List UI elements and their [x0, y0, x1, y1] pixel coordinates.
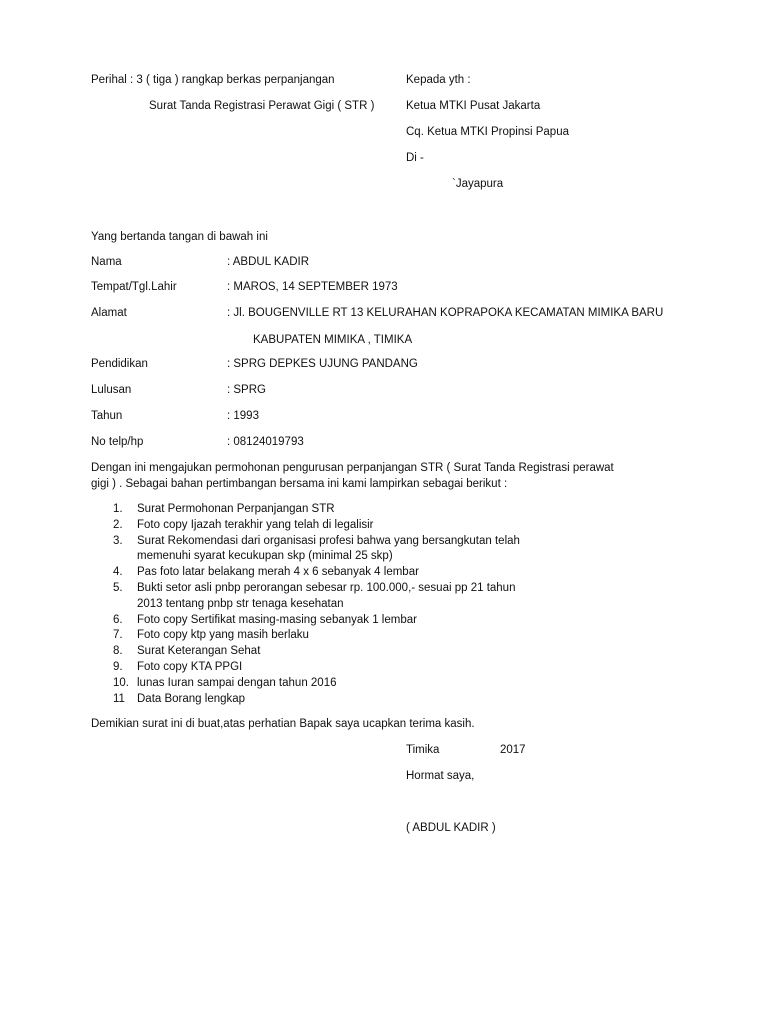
list-text: Foto copy KTA PPGI [137, 661, 243, 673]
list-number: 3. [113, 535, 123, 547]
list-number: 8. [113, 645, 123, 657]
list-text-continuation: 2013 tentang pnbp str tenaga kesehatan [137, 598, 344, 610]
ttl-value: : MAROS, 14 SEPTEMBER 1973 [227, 281, 398, 293]
lulusan-value: : SPRG [227, 384, 266, 396]
recipient-line-1: Ketua MTKI Pusat Jakarta [406, 100, 541, 112]
list-text: Foto copy ktp yang masih berlaku [137, 629, 309, 641]
tahun-label: Tahun [91, 410, 123, 422]
recipient-city: `Jayapura [452, 178, 504, 190]
list-text: Surat Permohonan Perpanjangan STR [137, 503, 335, 515]
list-number: 10. [113, 677, 129, 689]
intro-text: Yang bertanda tangan di bawah ini [91, 231, 268, 243]
pendidikan-value: : SPRG DEPKES UJUNG PANDANG [227, 358, 418, 370]
list-text: Foto copy Ijazah terakhir yang telah di legalisir [137, 519, 374, 531]
list-number: 7. [113, 629, 123, 641]
list-text: Data Borang lengkap [137, 693, 246, 705]
nama-value: : ABDUL KADIR [227, 256, 310, 268]
body-paragraph-line-1: Dengan ini mengajukan permohonan pengurusan perpanjangan STR ( Surat Tanda Registrasi perawat [91, 462, 614, 474]
perihal-line-1: Perihal : 3 ( tiga ) rangkap berkas perpanjangan [91, 74, 335, 86]
telp-value: : 08124019793 [227, 436, 304, 448]
recipient-line-2: Cq. Ketua MTKI Propinsi Papua [406, 126, 569, 138]
signature-regards: Hormat saya, [406, 770, 475, 782]
list-number: 11 [113, 693, 125, 705]
telp-label: No telp/hp [91, 436, 144, 448]
list-text: Foto copy Sertifikat masing-masing sebanyak 1 lembar [137, 614, 417, 626]
nama-label: Nama [91, 256, 122, 268]
pendidikan-label: Pendidikan [91, 358, 148, 370]
list-text: Bukti setor asli pnbp perorangan sebesar rp. 100.000,- sesuai pp 21 tahun [137, 582, 516, 594]
list-text-continuation: memenuhi syarat kecukupan skp (minimal 25 skp) [137, 550, 393, 562]
di-label: Di - [406, 152, 424, 164]
signature-year: 2017 [500, 744, 526, 756]
body-paragraph-line-2: gigi ) . Sebagai bahan pertimbangan bersama ini kami lampirkan sebagai berikut : [91, 478, 508, 490]
lulusan-label: Lulusan [91, 384, 132, 396]
list-text: lunas Iuran sampai dengan tahun 2016 [137, 677, 337, 689]
alamat-value-1: : Jl. BOUGENVILLE RT 13 KELURAHAN KOPRAPOKA KECAMATAN MIMIKA BARU [227, 307, 664, 319]
signature-place: Timika [406, 744, 440, 756]
perihal-line-2: Surat Tanda Registrasi Perawat Gigi ( STR ) [149, 100, 375, 112]
list-number: 4. [113, 566, 123, 578]
list-text: Pas foto latar belakang merah 4 x 6 sebanyak 4 lembar [137, 566, 419, 578]
tahun-value: : 1993 [227, 410, 259, 422]
list-number: 1. [113, 503, 123, 515]
list-number: 6. [113, 614, 123, 626]
alamat-value-2: KABUPATEN MIMIKA , TIMIKA [253, 334, 413, 346]
ttl-label: Tempat/Tgl.Lahir [91, 281, 177, 293]
kepada-label: Kepada yth : [406, 74, 471, 86]
list-text: Surat Rekomendasi dari organisasi profesi bahwa yang bersangkutan telah [137, 535, 520, 547]
list-number: 5. [113, 582, 123, 594]
list-number: 9. [113, 661, 123, 673]
list-number: 2. [113, 519, 123, 531]
signature-name: ( ABDUL KADIR ) [406, 822, 496, 834]
alamat-label: Alamat [91, 307, 127, 319]
list-text: Surat Keterangan Sehat [137, 645, 261, 657]
closing-text: Demikian surat ini di buat,atas perhatian Bapak saya ucapkan terima kasih. [91, 718, 475, 730]
